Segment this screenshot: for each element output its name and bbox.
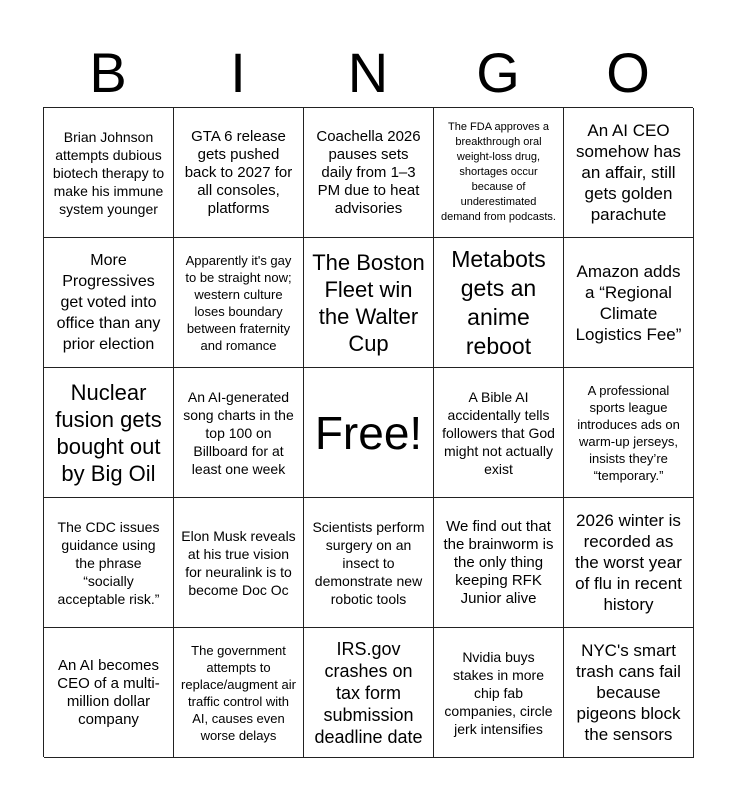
cell-text: We find out that the brainworm is the only thing keeping RFK Junior alive (443, 517, 554, 607)
cell-text: Nuclear fusion gets bought out by Big Oil (55, 379, 162, 486)
cell-text: An AI CEO somehow has an affair, still gets golden parachute (576, 121, 681, 224)
cell-text: NYC's smart trash cans fail because pigeons block the sensors (576, 641, 681, 744)
cell-text: Coachella 2026 pauses sets daily from 1–3 PM due to heat advisories (316, 127, 421, 217)
cell-text: Apparently it's gay to be straight now; western culture loses boundary between fraternity and romance (185, 252, 292, 353)
bingo-cell-r4c5[interactable] (564, 498, 694, 628)
bingo-cell-r4c2[interactable] (174, 498, 304, 628)
header-letter-g: G (476, 41, 520, 104)
bingo-cell-r5c1[interactable] (44, 628, 174, 758)
bingo-cell-r1c1[interactable] (44, 108, 174, 238)
cell-text: The government attempts to replace/augment air traffic control with AI, causes even worse delays (181, 642, 296, 743)
cell-text: More Progressives get voted into office than any prior election (56, 252, 161, 353)
cell-text: Brian Johnson attempts dubious biotech therapy to make his immune system younger (52, 128, 165, 217)
bingo-cell-r4c1[interactable] (44, 498, 174, 628)
bingo-cell-r3c2[interactable] (174, 368, 304, 498)
free-space-label: Free! (314, 406, 423, 459)
bingo-cell-r4c3[interactable] (304, 498, 434, 628)
cell-text: IRS.gov crashes on tax form submission deadline date (314, 638, 423, 747)
header-letter-b: B (89, 41, 127, 104)
cell-text: A professional sports league introduces ads on warm-up jerseys, insists they’re “temporary.” (577, 382, 680, 483)
cell-text: The Boston Fleet win the Walter Cup (312, 249, 425, 356)
cell-text: The CDC issues guidance using the phrase “socially acceptable risk.” (57, 518, 160, 607)
cell-text: A Bible AI accidentally tells followers that God might not actually exist (442, 388, 555, 477)
bingo-cell-r2c4[interactable] (434, 238, 564, 368)
bingo-cell-r2c3[interactable] (304, 238, 434, 368)
bingo-grid (43, 107, 693, 757)
cell-text: Metabots gets an anime reboot (451, 245, 546, 359)
header-letter-i: I (230, 41, 246, 104)
bingo-header (43, 38, 693, 108)
header-letter-n: N (347, 41, 389, 104)
bingo-cell-r3c1[interactable] (44, 368, 174, 498)
bingo-cell-r4c4[interactable] (434, 498, 564, 628)
bingo-cell-free[interactable] (304, 368, 434, 498)
bingo-cell-r3c4[interactable] (434, 368, 564, 498)
bingo-cell-r1c5[interactable] (564, 108, 694, 238)
cell-text: Scientists perform surgery on an insect to demonstrate new robotic tools (312, 518, 425, 607)
cell-text: Elon Musk reveals at his true vision for neuralink is to become Doc Oc (181, 527, 296, 598)
cell-text: An AI-generated song charts in the top 100 on Billboard for at least one week (183, 388, 294, 477)
bingo-cell-r1c3[interactable] (304, 108, 434, 238)
bingo-cell-r3c5[interactable] (564, 368, 694, 498)
cell-text: GTA 6 release gets pushed back to 2027 for all consoles, platforms (184, 127, 293, 217)
cell-text: Amazon adds a “Regional Climate Logistics Fee” (575, 261, 682, 344)
bingo-cell-r2c1[interactable] (44, 238, 174, 368)
cell-text: 2026 winter is recorded as the worst year of flu in recent history (575, 511, 682, 614)
bingo-cell-r5c2[interactable] (174, 628, 304, 758)
cell-text: An AI becomes CEO of a multi-million dollar company (57, 656, 160, 728)
cell-text: The FDA approves a breakthrough oral weight-loss drug, shortages occur because of underestimated demand from podcasts. (441, 121, 556, 223)
bingo-cell-r5c4[interactable] (434, 628, 564, 758)
bingo-cell-r5c3[interactable] (304, 628, 434, 758)
bingo-cell-r2c2[interactable] (174, 238, 304, 368)
header-letter-o: O (606, 41, 650, 104)
bingo-cell-r1c4[interactable] (434, 108, 564, 238)
bingo-cell-r2c5[interactable] (564, 238, 694, 368)
bingo-cell-r5c5[interactable] (564, 628, 694, 758)
bingo-cell-r1c2[interactable] (174, 108, 304, 238)
cell-text: Nvidia buys stakes in more chip fab companies, circle jerk intensifies (444, 648, 553, 737)
